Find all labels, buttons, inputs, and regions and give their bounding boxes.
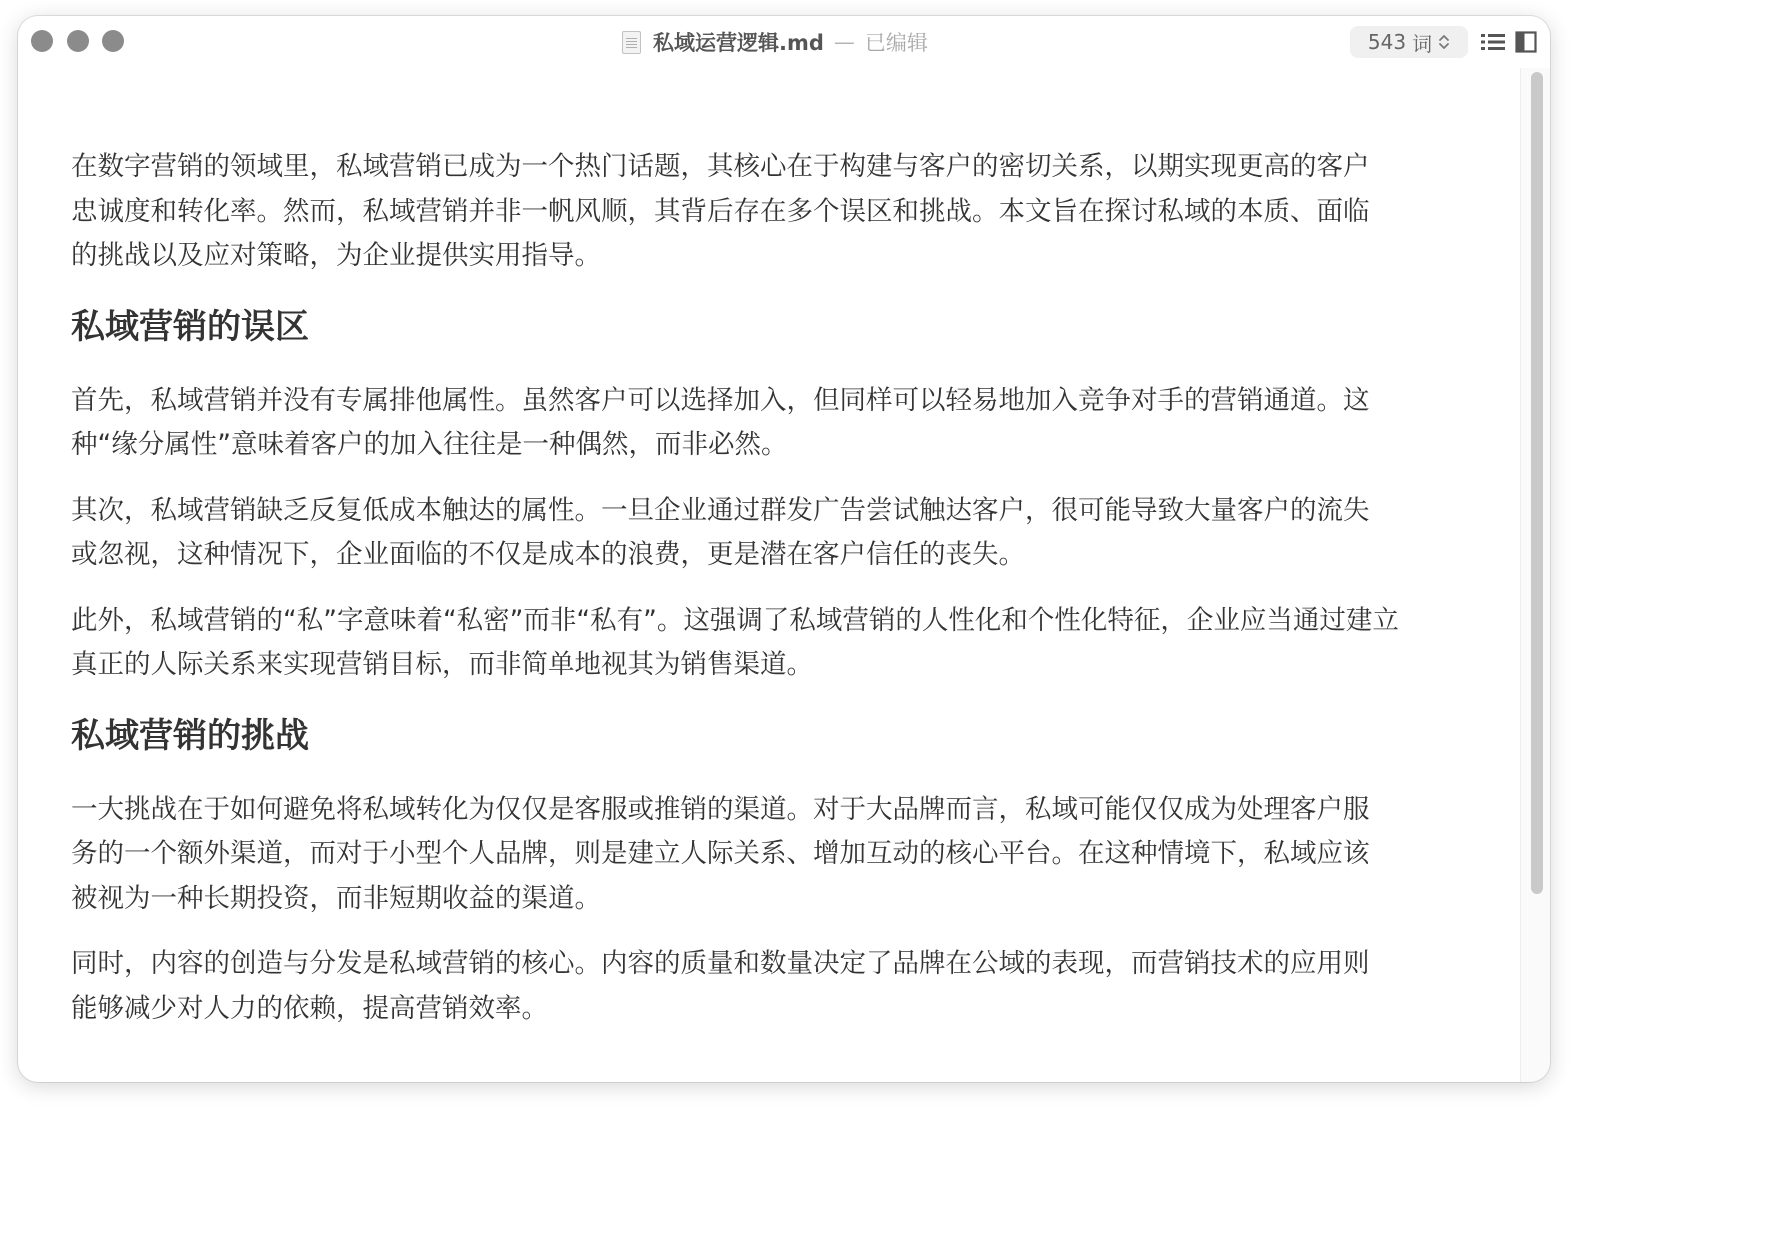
title-separator: — [833,30,855,54]
zoom-window-button[interactable] [102,30,124,52]
word-count-selector[interactable] [1350,26,1468,58]
paragraph: 此外，私域营销的“私”字意味着“私密”而非“私有”。这强调了私域营销的人性化和个性化特征，企业应当通过建立 真正的人际关系来实现营销目标，而非简单地视其为销售渠道。 [71,604,1399,680]
close-window-button[interactable] [31,30,53,52]
vertical-scrollbar[interactable] [1520,68,1550,1082]
file-name: 私域运营逻辑.md [653,31,824,55]
edit-status: 已编辑 [864,31,928,55]
minimize-window-button[interactable] [67,30,89,52]
word-count-value: 543 [1367,30,1407,54]
title-bar [18,16,1550,68]
intro-paragraph: 在数字营销的领域里，私域营销已成为一个热门话题，其核心在于构建与客户的密切关系，以期实现更高的客户 忠诚度和转化率。然而，私域营销并非一帆风顺，其背后存在多个误区和挑战。本文旨在探讨私域的本质、面临 的挑战以及应对策略，为企业提供实用指导。 [71,151,1370,271]
paragraph: 首先，私域营销并没有专属排他属性。虽然客户可以选择加入，但同样可以轻易地加入竞争对手的营销通道。这 种“缘分属性”意味着客户的加入往往是一种偶然，而非必然。 [71,384,1370,460]
sidebar-toggle-icon[interactable] [1515,30,1537,54]
section-heading-misconceptions: 私域营销的误区 [71,306,309,347]
word-count-unit: 词 [1412,31,1433,56]
window-title [622,26,928,58]
document-icon [622,31,641,54]
editor-window [18,16,1550,1082]
scrollbar-thumb[interactable] [1531,72,1543,894]
paragraph: 其次，私域营销缺乏反复低成本触达的属性。一旦企业通过群发广告尝试触达客户，很可能导致大量客户的流失 或忽视，这种情况下，企业面临的不仅是成本的浪费，更是潜在客户信任的丧失。 [71,494,1370,570]
document-content[interactable] [71,68,1471,1078]
up-down-chevron-icon [1438,32,1450,52]
list-icon[interactable] [1480,30,1506,54]
section-heading-challenges: 私域营销的挑战 [71,715,309,756]
paragraph: 一大挑战在于如何避免将私域转化为仅仅是客服或推销的渠道。对于大品牌而言，私域可能仅仅成为处理客户服 务的一个额外渠道，而对于小型个人品牌，则是建立人际关系、增加互动的核心平台。在这种情境下，私域应该 被视为一种长期投资，而非短期收益的渠道。 [71,793,1370,914]
paragraph: 同时，内容的创造与分发是私域营销的核心。内容的质量和数量决定了品牌在公域的表现，而营销技术的应用则 能够减少对人力的依赖，提高营销效率。 [71,948,1370,1024]
